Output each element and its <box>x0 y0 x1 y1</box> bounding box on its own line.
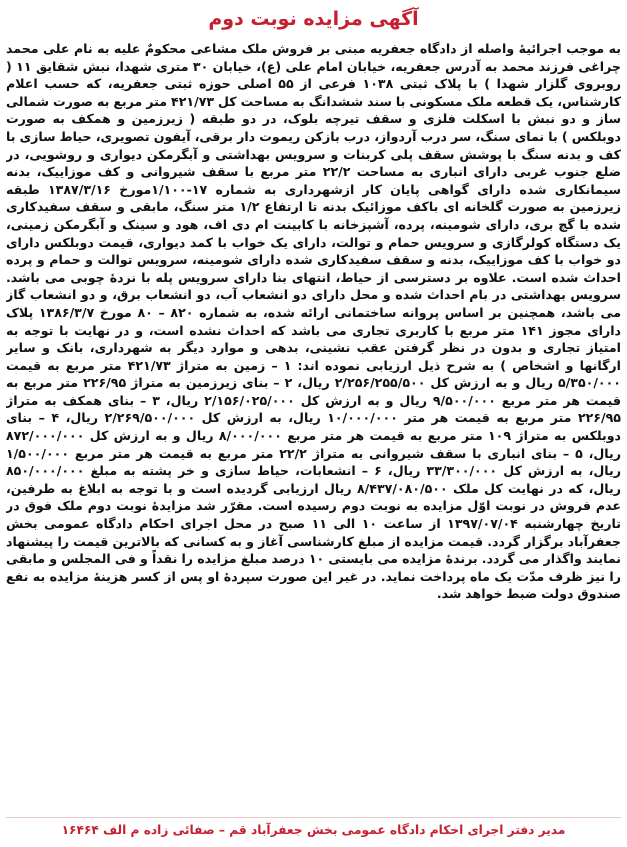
notice-header <box>6 4 621 40</box>
notice-footer <box>6 817 621 842</box>
notice-signature: مدیر دفتر اجرای احکام دادگاه عمومی بخش جعفرآباد قم – صفائی زاده م الف ۱۶۴۶۴ <box>61 823 566 837</box>
notice-title: آگهی مزایده نوبت دوم <box>208 8 419 30</box>
notice-body: به موجب اجرائیهٔ واصله از دادگاه جعفریه مبنی بر فروش ملک مشاعی محکومٌ علیه به نام علی محمد چراغی فرزند محمد به آدرس جعفریه، خیابان امام علی (ع)، خیابان ۳۰ متری شهدا، نبش شقایق ۱۱ ( روبروی گلزار شهدا ) با پلاک ثبتی ۱۰۳۸ فرعی از ۵۵ اصلی حوزه ثبتی جعفریه، که حسب اعلام کارشناس، یک قطعه ملک مسکونی با سند ششدانگ به مساحت کل ۴۲۱/۷۳ متر مربع به صورت شمالی ساز و دو نبش با اسکلت فلزی و سقف تیرچه بلوک، در دو طبقه ( زیرزمین و همکف به صورت دوبلکس ) با نمای سنگ، سر درب آردواز، درب بازکن ریموت دار برقی، آیفون تصویری، حیاط سازی با کف و بدنه سنگ با پوشش سقف پلی کربنات و سرویس بهداشتی و آبگرمکن دیواری و روشویی، در ضلع جنوب غربی دارای انباری به مساحت ۲۲/۲ متر مربع با سقف شیروانی و کف موزاییک، بدنه سیمانکاری شده دارای گواهی پایان کار ازشهرداری به شماره ۱۷-۱/۱۰۰مورخ ۱۳۸۷/۳/۱۶ طبقه زیرزمین به صورت گلخانه ای باکف موزائیک بدنه تا ارتفاع ۱/۲ متر سنگ، مابقی و سقف سفیدکاری شده با گچ بری، دارای شومینه، پرده، آشپزخانه با کابینت ام دی اف، هود و سینک و آبگرمکن زمینی، یک دستگاه کولرگازی و سرویس حمام و توالت، دارای یک خواب با کمد دیواری، قیمت دوبلکس دارای دو خواب با کف موزاییک، بدنه و سقف سفیدکاری شده دارای شومینه، سرویس توالت و حمام و پرده احداث شده است. علاوه بر دسترسی از حیاط، انتهای بنا دارای سرویس پله با نردهٔ چوبی می باشد. سرویس بهداشتی در بام احداث شده و محل دارای دو انشعاب آب، دو انشعاب برق، و دو انشعاب گاز می باشد، همچنین بر اساس پروانه ساختمانی ارائه شده، به شماره ۸۲۰ – ۸۰ مورخ ۱۳۸۶/۳/۷ پلاک دارای مجوز ۱۴۱ متر مربع با کاربری تجاری می باشد که احداث نشده است، و در نهایت با توجه به امتیاز تجاری و بدون در نظر گرفتن عقب نشینی، بدهی و موارد دیگر به شهرداری، بانک و سایر ارگانها و اشخاص ) به شرح ذیل ارزیابی نموده اند: ۱ – زمین به متراژ ۴۲۱/۷۳ متر مربع به قیمت ۵/۳۵۰/۰۰۰ ریال و به ارزش کل ۲/۲۵۶/۲۵۵/۵۰۰ ریال، ۲ – بنای زیرزمین به متراژ ۲۲۶/۹۵ متر مربع به قیمت هر متر مربع ۹/۵۰۰/۰۰۰ ریال و به ارزش کل ۲/۱۵۶/۰۲۵/۰۰۰ ریال، ۳ – بنای همکف به متراژ ۲۲۶/۹۵ متر مربع به قیمت هر متر ۱۰/۰۰۰/۰۰۰ ریال، به ارزش کل ۲/۲۶۹/۵۰۰/۰۰۰ ریال، ۴ – بنای دوبلکس به متراژ ۱۰۹ متر مربع به قیمت هر متر مربع ۸/۰۰۰/۰۰۰ ریال و به ارزش کل ۸۷۲/۰۰۰/۰۰۰ ریال، ۵ – بنای انباری با سقف شیروانی به متراژ ۲۲/۲ متر مربع به قیمت هر متر مربع ۱/۵۰۰/۰۰۰ ریال، به ارزش کل ۳۳/۳۰۰/۰۰۰ ریال، ۶ – انشعابات، حیاط سازی و خر پشته به مبلغ ۸۵۰/۰۰۰/۰۰۰ ریال، که در نهایت کل ملک ۸/۴۳۷/۰۸۰/۵۰۰ ریال ارزیابی گردیده است و با توجه به ابلاغ به طرفین، عدم فروش در نوبت اوّل مزایده به نوبت دوم رسیده است. مقرّر شد مزایدهٔ نوبت دوم ملک فوق در تاریخ چهارشنبه ۱۳۹۷/۰۷/۰۴ از ساعت ۱۰ الی ۱۱ صبح در محل اجرای احکام دادگاه عمومی بخش جعفرآباد برگزار گردد. قیمت مزایده از مبلغ کارشناسی آغاز و به کسانی که بالاترین قیمت را پیشنهاد نمایند واگذار می گردد. برندهٔ مزایده می بایستی ۱۰ درصد مبلغ مزایده را نقداً و فی المجلس و مابقی را نیز ظرف مدّت یک ماه پرداخت نماید. در غیر این صورت سپردهٔ او پس از کسر هزینهٔ مزایده به نفع صندوق دولت ضبط خواهد شد. <box>6 41 621 602</box>
